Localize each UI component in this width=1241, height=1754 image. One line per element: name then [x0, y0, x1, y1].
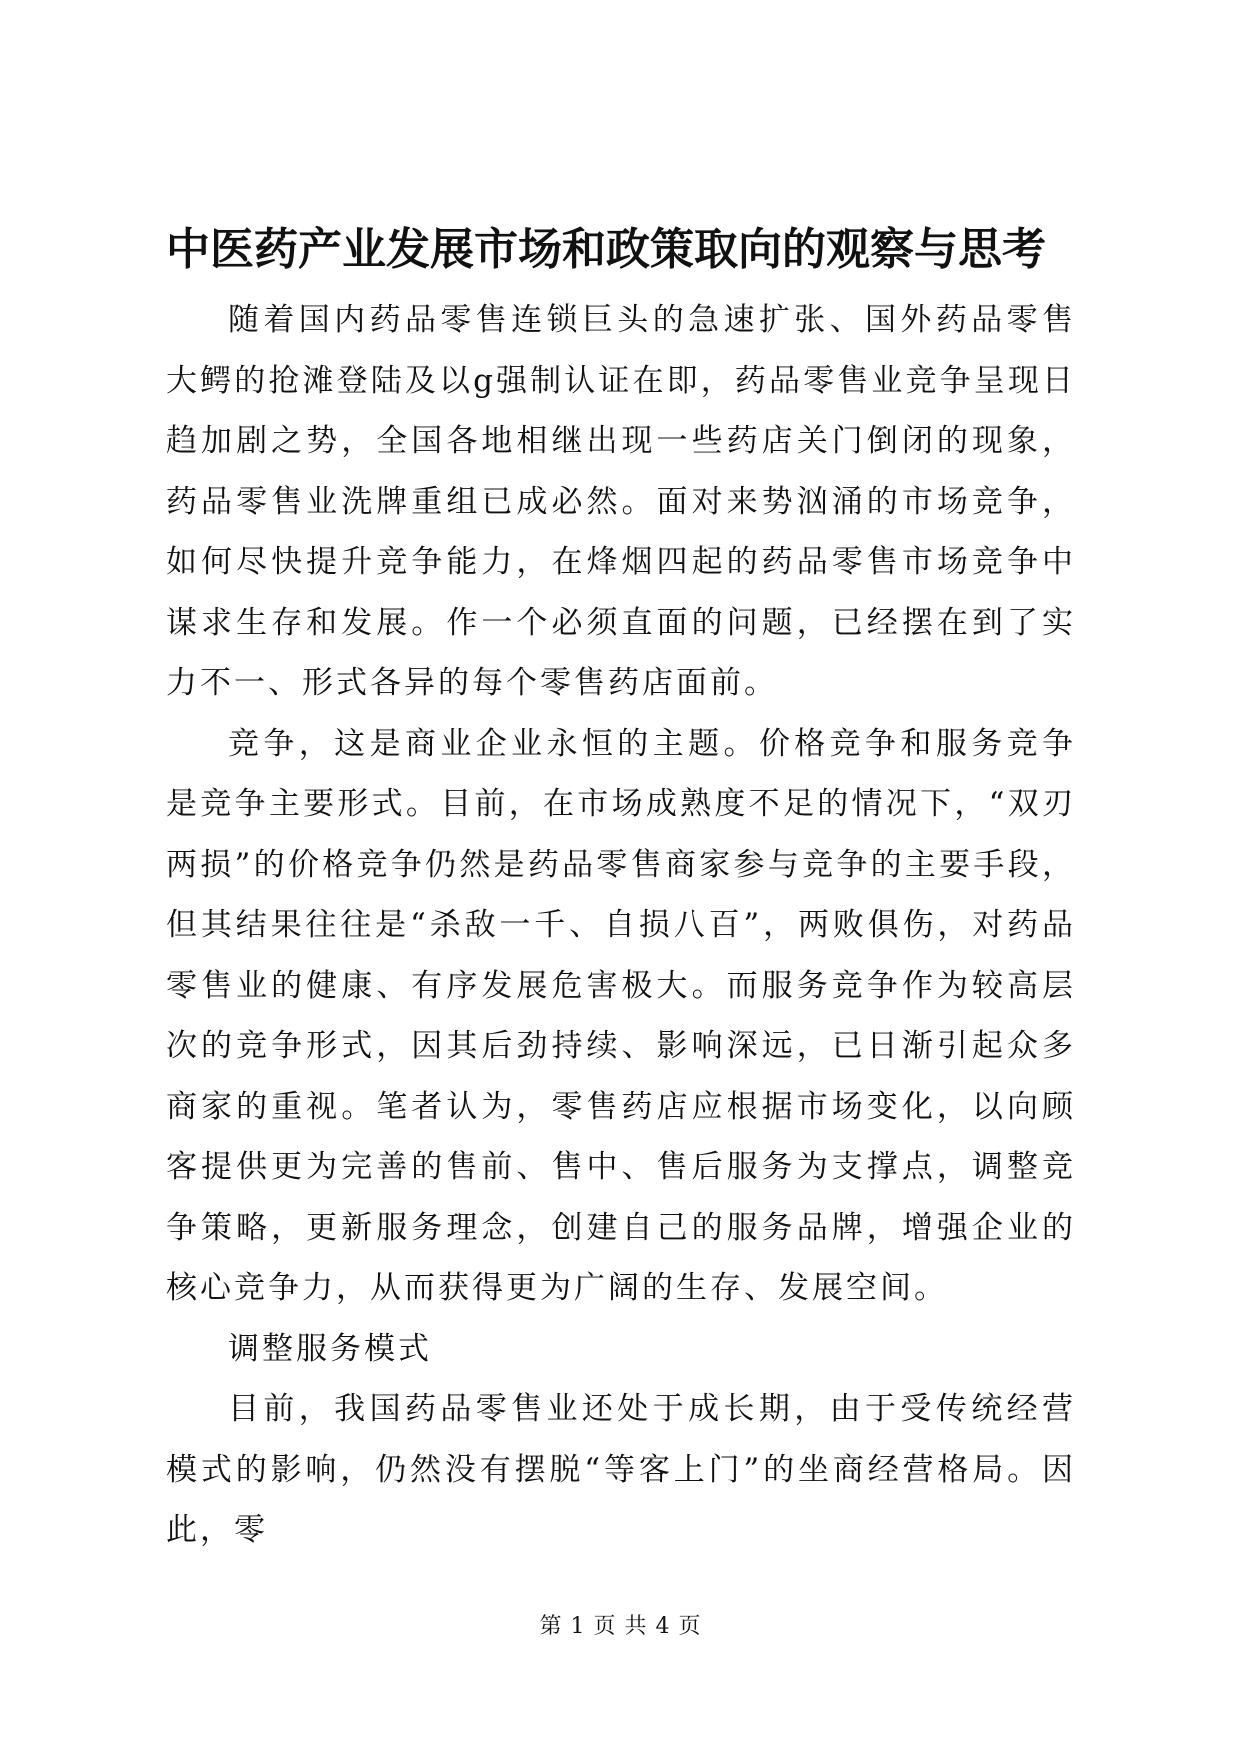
paragraph-3: 目前，我国药品零售业还处于成长期，由于受传统经营模式的影响，仍然没有摆脱“等客上门”的坐商经营格局。因此，零: [166, 1391, 1076, 1548]
page-number-footer: 第 1 页 共 4 页: [539, 1614, 702, 1639]
paragraph-2: 竞争，这是商业企业永恒的主题。价格竞争和服务竞争是竞争主要形式。目前，在市场成熟度不足的情况下，“双刃两损”的价格竞争仍然是药品零售商家参与竞争的主要手段，但其结果往往是“杀敌一千、自损八百”，两败俱伤，对药品零售业的健康、有序发展危害极大。而服务竞争作为较高层次的竞争形式，因其后劲持续、影响深远，已日渐引起众多商家的重视。笔者认为，零售药店应根据市场变化，以向顾客提供更为完善的售前、售中、售后服务为支撑点，调整竞争策略，更新服务理念，创建自己的服务品牌，增强企业的核心竞争力，从而获得更为广阔的生存、发展空间。: [166, 725, 1076, 1306]
paragraph-1: 随着国内药品零售连锁巨头的急速扩张、国外药品零售大鳄的抢滩登陆及以g强制认证在即，药品零售业竞争呈现日趋加剧之势，全国各地相继出现一些药店关门倒闭的现象，药品零售业洗牌重组已成必然。面对来势汹涌的市场竞争，如何尽快提升竞争能力，在烽烟四起的药品零售市场竞争中谋求生存和发展。作一个必须直面的问题，已经摆在到了实力不一、形式各异的每个零售药店面前。: [166, 302, 1076, 701]
document-title: 中医药产业发展市场和政策取向的观察与思考: [166, 224, 1046, 275]
section-heading: 调整服务模式: [228, 1330, 432, 1367]
document-body: [166, 290, 1076, 1561]
